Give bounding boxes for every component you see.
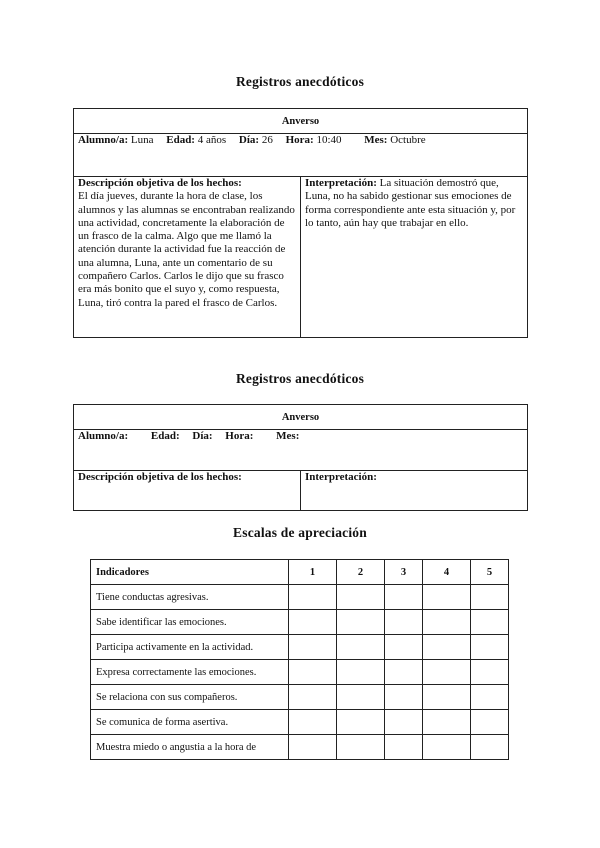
rating-cell[interactable] <box>385 610 423 635</box>
month-value: Octubre <box>390 134 426 146</box>
day-label: Día: <box>238 134 260 146</box>
indicator-label: Se comunica de forma asertiva. <box>91 710 289 735</box>
description-label: Descripción objetiva de los hechos: <box>78 471 242 483</box>
rating-cell[interactable] <box>423 735 471 760</box>
rating-cell[interactable] <box>471 585 509 610</box>
rating-cell[interactable] <box>289 610 337 635</box>
record-1-anverso: Anverso <box>74 109 528 134</box>
rating-cell[interactable] <box>423 635 471 660</box>
rating-cell[interactable] <box>385 585 423 610</box>
record-2-description-cell <box>74 471 301 511</box>
day-label: Día: <box>192 430 213 442</box>
record-2-title: Registros anecdóticos <box>235 371 365 386</box>
table-row <box>91 610 509 635</box>
age-value: 4 años <box>197 134 227 146</box>
indicator-label: Muestra miedo o angustia a la hora de <box>91 735 289 760</box>
rating-cell[interactable] <box>471 610 509 635</box>
record-2-meta <box>74 430 528 471</box>
table-row <box>91 710 509 735</box>
description-text: El día jueves, durante la hora de clase, los alumnos y las alumnas se encontraban realizando una actividad, concretamente la elaboración de un frasco de la calma. Algo que me llamó la atención durante la actividad fue la reacción de una alumna, Luna, ante un comentario de su compañero Carlos. Carlos le dijo que su frasco era más bonito que el suyo y, como respuesta, Luna, tiró contra la pared el frasco de Carlos. <box>78 190 295 309</box>
rating-cell[interactable] <box>289 685 337 710</box>
table-row <box>91 585 509 610</box>
record-1-description-cell <box>74 177 301 338</box>
rating-cell[interactable] <box>471 735 509 760</box>
indicator-label: Sabe identificar las emociones. <box>91 610 289 635</box>
table-row <box>91 660 509 685</box>
rating-cell[interactable] <box>471 710 509 735</box>
record-1-title: Registros anecdóticos <box>235 74 365 89</box>
interpretation-text: La situación demostró que, Luna, no ha sabido gestionar sus emociones de forma correspondiente ante esta situación y, por lo tanto, aún hay que trabajar en ello. <box>305 177 516 229</box>
scale-header-row <box>91 560 509 585</box>
interpretation-label: Interpretación: <box>305 471 377 483</box>
age-label: Edad: <box>166 134 195 146</box>
record-2-table <box>73 404 528 511</box>
rating-cell[interactable] <box>385 735 423 760</box>
student-label: Alumno/a: <box>78 134 129 146</box>
rating-cell[interactable] <box>289 635 337 660</box>
level-header: 2 <box>337 560 385 585</box>
hour-value: 10:40 <box>316 134 342 146</box>
rating-cell[interactable] <box>385 635 423 660</box>
student-value: Luna <box>130 134 154 146</box>
rating-cell[interactable] <box>385 660 423 685</box>
rating-cell[interactable] <box>471 685 509 710</box>
hour-label: Hora: <box>285 134 314 146</box>
record-1-meta <box>74 134 528 177</box>
scale-table <box>90 559 509 760</box>
student-label: Alumno/a: <box>78 430 129 442</box>
table-row <box>91 685 509 710</box>
record-2-interpretation-cell <box>301 471 528 511</box>
table-row <box>91 635 509 660</box>
rating-cell[interactable] <box>289 710 337 735</box>
indicator-label: Se relaciona con sus compañeros. <box>91 685 289 710</box>
rating-cell[interactable] <box>337 710 385 735</box>
rating-cell[interactable] <box>423 710 471 735</box>
rating-cell[interactable] <box>337 610 385 635</box>
rating-cell[interactable] <box>289 660 337 685</box>
month-label: Mes: <box>364 134 388 146</box>
rating-cell[interactable] <box>385 685 423 710</box>
rating-cell[interactable] <box>423 660 471 685</box>
rating-cell[interactable] <box>289 585 337 610</box>
rating-cell[interactable] <box>471 635 509 660</box>
interpretation-label: Interpretación: <box>305 177 377 189</box>
rating-cell[interactable] <box>337 660 385 685</box>
table-row <box>91 735 509 760</box>
rating-cell[interactable] <box>423 685 471 710</box>
rating-cell[interactable] <box>423 585 471 610</box>
rating-cell[interactable] <box>471 660 509 685</box>
record-2-anverso: Anverso <box>74 405 528 430</box>
rating-cell[interactable] <box>289 735 337 760</box>
indicator-label: Expresa correctamente las emociones. <box>91 660 289 685</box>
age-label: Edad: <box>150 430 180 442</box>
month-label: Mes: <box>276 430 300 442</box>
level-header: 4 <box>423 560 471 585</box>
day-value: 26 <box>261 134 273 146</box>
record-1-interpretation-cell <box>301 177 528 338</box>
indicators-header: Indicadores <box>91 560 289 585</box>
hour-label: Hora: <box>225 430 254 442</box>
indicator-label: Tiene conductas agresivas. <box>91 585 289 610</box>
indicator-label: Participa activamente en la actividad. <box>91 635 289 660</box>
description-label: Descripción objetiva de los hechos: <box>78 177 242 189</box>
rating-cell[interactable] <box>337 585 385 610</box>
scale-title: Escalas de apreciación <box>233 525 367 540</box>
rating-cell[interactable] <box>423 610 471 635</box>
rating-cell[interactable] <box>385 710 423 735</box>
level-header: 5 <box>471 560 509 585</box>
level-header: 1 <box>289 560 337 585</box>
level-header: 3 <box>385 560 423 585</box>
rating-cell[interactable] <box>337 735 385 760</box>
rating-cell[interactable] <box>337 635 385 660</box>
record-1-table <box>73 108 528 338</box>
rating-cell[interactable] <box>337 685 385 710</box>
